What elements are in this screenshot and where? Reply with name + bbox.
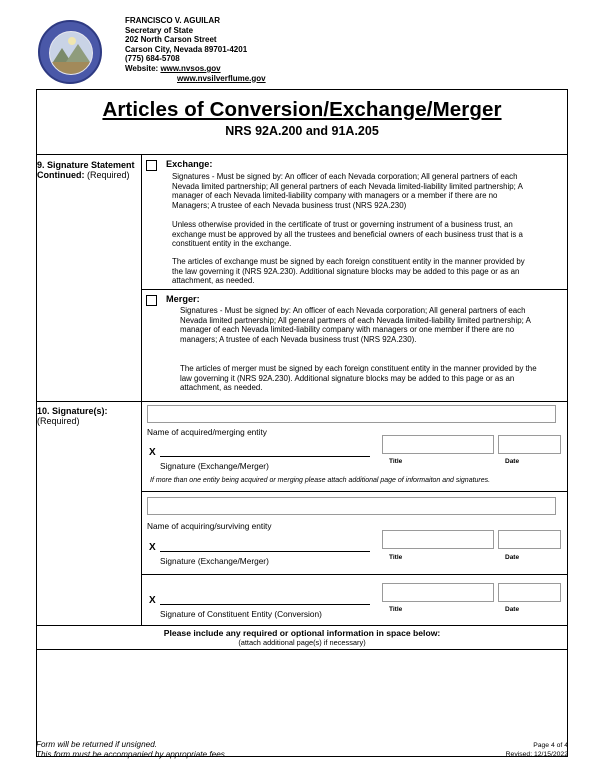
divider [36,625,568,626]
website-label: Website: [125,63,159,73]
constituent-title-input[interactable] [382,583,494,602]
footer-fees-notice: This form must be accompanied by appropriate fees. [36,750,228,759]
constituent-signature-line[interactable] [160,604,370,605]
page-number: Page 4 of 4 [533,742,568,749]
header-role: Secretary of State [125,25,194,35]
acquiring-title-label: Title [389,554,403,561]
multiple-entity-note: If more than one entity being acquired or merging please attach additional page of informaiton and signatures. [150,477,491,484]
merger-foreign-text: The articles of merger must be signed by each foreign constituent entity in the manner provided by the law governing it (NRS 92A.230). Additional signature blocks may be added to this page or as an attachment, as needed. [180,364,537,393]
footer-notice [36,740,227,760]
header-name: FRANCISCO V. AGUILAR [125,16,220,25]
signature-x-mark: X [149,595,156,606]
header-address-1: 202 North Carson Street [125,35,217,45]
section-10-required: (Required) [37,416,80,426]
divider [141,574,568,575]
section-9-label-text: 9. Signature Statement Continued: [37,160,135,180]
page-subtitle: NRS 92A.200 and 91A.205 [225,124,379,138]
section-10-label [37,406,137,426]
additional-info-subheading: (attach additional page(s) if necessary) [238,638,366,647]
acquired-entity-label: Name of acquired/merging entity [147,427,267,437]
signature-x-mark: X [149,542,156,553]
divider [36,649,568,650]
acquired-signature-line[interactable] [160,456,370,457]
acquired-title-input[interactable] [382,435,494,454]
nevada-state-seal-icon [38,20,102,84]
constituent-title-label: Title [389,606,403,613]
additional-info-heading: Please include any required or optional information in space below: [163,628,441,638]
header-phone: (775) 684-5708 [125,54,180,64]
website-link-nvsos[interactable]: www.nvsos.gov [160,63,221,73]
merger-title: Merger: [166,294,200,304]
divider [36,154,568,155]
acquiring-title-input[interactable] [382,530,494,549]
acquired-title-label: Title [389,458,403,465]
acquiring-signature-label: Signature (Exchange/Merger) [160,556,269,566]
section-9-label [37,160,141,180]
acquiring-entity-name-input[interactable] [147,497,556,515]
merger-signatures-text: Signatures - Must be signed by: An officer of each Nevada corporation; All general partners of each Nevada limited partnership; All general partners of each Nevada limited-liability limited partnership; A manager of each Nevada limited-liability company with managers or one member if there are no managers; A trustee of each Nevada business trust (NRS 92A.230). [180,306,531,344]
revision-date: Revised: 12/15/2022 [505,751,568,758]
exchange-checkbox[interactable] [146,160,157,171]
exchange-approval-text: Unless otherwise provided in the certificate of trust or governing instrument of a business trust, an exchange must be approved by all the trustees and beneficial owners of each business trust that is a constituent entity in the exchange. [172,220,523,249]
acquired-entity-name-input[interactable] [147,405,556,423]
acquiring-signature-line[interactable] [160,551,370,552]
acquired-signature-label: Signature (Exchange/Merger) [160,461,269,471]
acquired-date-input[interactable] [498,435,561,454]
acquired-date-label: Date [505,458,520,465]
signature-x-mark: X [149,447,156,458]
constituent-date-label: Date [505,606,520,613]
section-9-required: (Required) [87,170,130,180]
constituent-date-input[interactable] [498,583,561,602]
section-10-label-text: 10. Signature(s): [37,406,108,416]
page-title: Articles of Conversion/Exchange/Merger [102,98,502,121]
secretary-of-state-header [125,16,266,83]
acquiring-date-label: Date [505,554,520,561]
divider [141,289,568,290]
acquiring-date-input[interactable] [498,530,561,549]
exchange-foreign-text: The articles of exchange must be signed by each foreign constituent entity in the manner provided by the law governing it (NRS 92A.230). Additional signature blocks may be added to this page or as an attachment, as needed. [172,257,525,286]
divider [141,491,568,492]
acquiring-entity-label: Name of acquiring/surviving entity [147,521,272,531]
constituent-signature-label: Signature of Constituent Entity (Conversion) [160,609,322,619]
column-divider [141,154,142,625]
exchange-title: Exchange: [166,159,213,169]
exchange-signatures-text: Signatures - Must be signed by: An officer of each Nevada corporation; All general partners of each Nevada limited partnership; All general partners of each Nevada limited-liability limited partnership; A manager of each Nevada limited-liability company with managers or a member if there are no Managers; A trustee of each Nevada business trust (NRS 92A.230) [172,172,523,210]
footer-page-info [468,741,568,759]
divider [36,401,568,402]
footer-unsigned-notice: Form will be returned if unsigned. [36,740,158,749]
merger-checkbox[interactable] [146,295,157,306]
website-link-silverflume[interactable]: www.nvsilverflume.gov [177,73,266,83]
header-address-2: Carson City, Nevada 89701-4201 [125,44,248,54]
